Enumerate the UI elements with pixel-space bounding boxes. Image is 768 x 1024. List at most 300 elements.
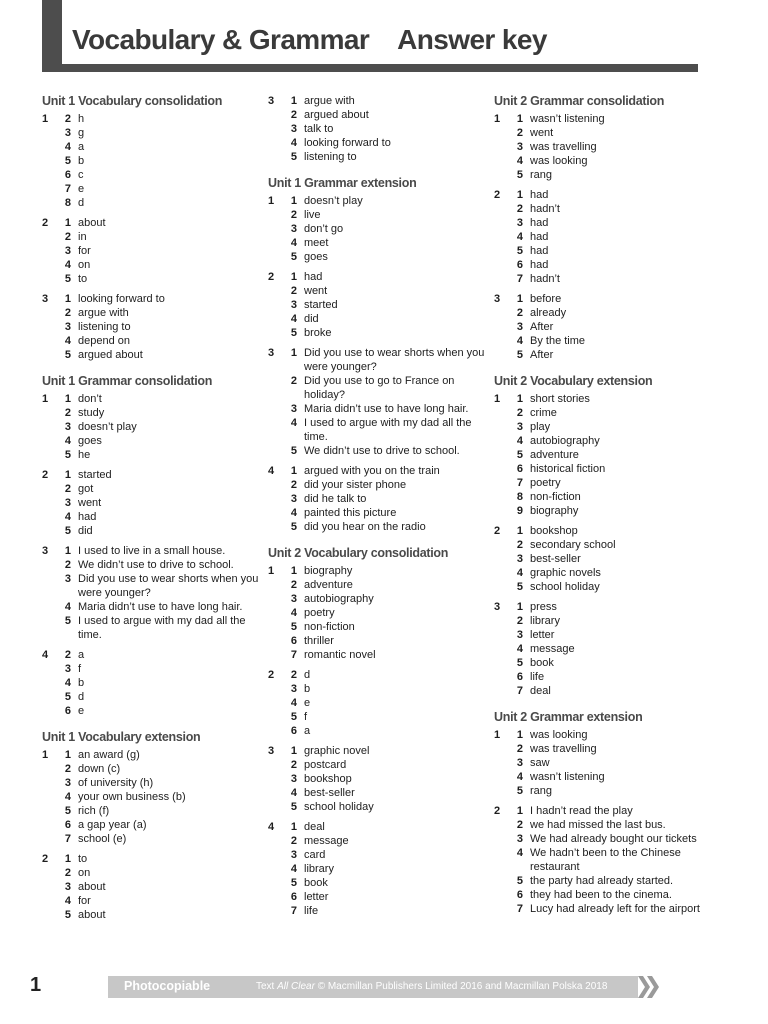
item-number: 4 [290, 697, 297, 709]
item-number: 2 [516, 539, 523, 551]
exercise-number [494, 538, 508, 552]
answer-row [494, 524, 714, 538]
item-number: 6 [516, 259, 523, 271]
exercise [268, 464, 488, 534]
exercise-number [268, 222, 282, 236]
answer-row [494, 846, 714, 874]
exercise-number: 2 [494, 525, 501, 537]
answer-row [494, 244, 714, 258]
item-number: 4 [290, 137, 297, 149]
answer-row [42, 306, 262, 320]
item-number: 5 [64, 349, 71, 361]
answer-row [42, 496, 262, 510]
answer-text: looking forward to [304, 137, 391, 149]
exercise-number [268, 444, 282, 458]
answer-text: study [78, 407, 105, 419]
exercise-number [268, 696, 282, 710]
exercise-number [42, 524, 56, 538]
exercise-number [494, 140, 508, 154]
answer-text: broke [304, 327, 332, 339]
item-number: 3 [290, 683, 297, 695]
exercise [494, 112, 714, 182]
exercise-number [494, 642, 508, 656]
item-number: 1 [516, 525, 523, 537]
item-number: 3 [64, 663, 71, 675]
item-number: 3 [64, 245, 71, 257]
exercise-number [42, 704, 56, 718]
exercise-number [268, 150, 282, 164]
item-number: 4 [516, 155, 523, 167]
exercise-number: 2 [268, 669, 275, 681]
exercise-number: 1 [494, 393, 501, 405]
answer-text: g [78, 127, 85, 139]
section-heading: Unit 1 Grammar consolidation [42, 374, 213, 388]
answer-row [42, 704, 262, 718]
exercise-number [268, 122, 282, 136]
item-number: 5 [516, 449, 523, 461]
answer-text: live [304, 209, 321, 221]
answer-row [268, 250, 488, 264]
answer-row [268, 374, 488, 402]
exercise-number [268, 800, 282, 814]
item-number: 3 [516, 421, 523, 433]
answer-text: don’t go [304, 223, 344, 235]
answer-row [42, 448, 262, 462]
exercise-number [42, 434, 56, 448]
answer-row [42, 126, 262, 140]
answer-row [42, 818, 262, 832]
answer-row [494, 112, 714, 126]
exercise-number [268, 374, 282, 402]
exercise [268, 346, 488, 458]
exercise-number [494, 126, 508, 140]
answer-row [268, 520, 488, 534]
answer-text: biography [530, 505, 579, 517]
exercise-number [268, 108, 282, 122]
answer-row [494, 154, 714, 168]
exercise [268, 564, 488, 662]
exercise-number: 4 [268, 465, 275, 477]
answer-row [42, 196, 262, 210]
section-heading: Unit 2 Vocabulary extension [494, 374, 653, 388]
exercise-number [268, 520, 282, 534]
answer-text: goes [304, 251, 328, 263]
exercise-number: 1 [42, 393, 49, 405]
item-number: 6 [290, 635, 297, 647]
answer-row [268, 222, 488, 236]
item-number: 3 [516, 757, 523, 769]
answer-row [494, 874, 714, 888]
credit-prefix: Text [256, 981, 278, 992]
exercise-number [42, 348, 56, 362]
exercise-number [494, 874, 508, 888]
answer-text: argued about [78, 349, 143, 361]
answer-text: started [78, 469, 112, 481]
answer-row [268, 444, 488, 458]
answer-text: card [304, 849, 326, 861]
answer-text: non-fiction [304, 621, 355, 633]
answer-row [268, 890, 488, 904]
answer-row [42, 182, 262, 196]
page-header [42, 0, 698, 72]
answer-row [268, 346, 488, 374]
item-number: 5 [516, 657, 523, 669]
answer-row [268, 236, 488, 250]
answer-row [42, 320, 262, 334]
exercise-number [494, 628, 508, 642]
exercise-number [494, 504, 508, 518]
item-number: 3 [64, 321, 71, 333]
answer-row [494, 504, 714, 518]
item-number: 1 [64, 545, 71, 557]
answer-text: of university (h) [78, 777, 154, 789]
exercise-number [494, 476, 508, 490]
exercise-number: 3 [42, 545, 49, 557]
exercise [494, 728, 714, 798]
answer-row [268, 270, 488, 284]
exercise-number [494, 306, 508, 320]
answer-text: e [304, 697, 311, 709]
answer-row [42, 434, 262, 448]
answer-text: on [78, 259, 91, 271]
answer-text: b [78, 155, 85, 167]
exercise-number: 3 [268, 95, 275, 107]
answer-text: adventure [530, 449, 579, 461]
exercise-number [42, 690, 56, 704]
exercise-number [268, 862, 282, 876]
title-main: Vocabulary & Grammar [72, 24, 370, 55]
answer-row [494, 476, 714, 490]
answer-row [494, 406, 714, 420]
answer-row [268, 710, 488, 724]
item-number: 2 [290, 759, 297, 771]
answer-text: argued with you on the train [304, 465, 440, 477]
answer-text: a [78, 649, 85, 661]
answer-row [42, 348, 262, 362]
column-3 [494, 94, 714, 928]
item-number: 5 [290, 801, 297, 813]
answer-row [268, 592, 488, 606]
answer-row [494, 272, 714, 286]
exercise-number [42, 140, 56, 154]
item-number: 4 [290, 237, 297, 249]
exercise [494, 524, 714, 594]
exercise-number: 3 [268, 745, 275, 757]
exercise-number: 1 [268, 565, 275, 577]
answer-row [494, 348, 714, 362]
exercise [42, 392, 262, 462]
answer-text: for [78, 895, 91, 907]
answer-text: message [530, 643, 575, 655]
item-number: 5 [64, 615, 71, 627]
answer-text: play [530, 421, 551, 433]
exercise-number [42, 496, 56, 510]
section-heading: Unit 2 Grammar consolidation [494, 94, 665, 108]
answer-text: graphic novel [304, 745, 370, 757]
answer-row [268, 326, 488, 340]
answer-text: don’t [78, 393, 102, 405]
exercise-number [42, 662, 56, 676]
answer-text: biography [304, 565, 353, 577]
exercise [42, 292, 262, 362]
item-number: 5 [64, 449, 71, 461]
answer-row [42, 406, 262, 420]
exercise-number [268, 136, 282, 150]
item-number: 4 [290, 507, 297, 519]
exercise-number [42, 818, 56, 832]
item-number: 3 [290, 593, 297, 605]
answer-row [268, 744, 488, 758]
exercise [268, 820, 488, 918]
exercise-number [494, 244, 508, 258]
answer-text: letter [530, 629, 555, 641]
exercise-number: 2 [268, 271, 275, 283]
exercise [494, 392, 714, 518]
answer-row [42, 804, 262, 818]
answer-row [42, 558, 262, 572]
answer-text: he [78, 449, 91, 461]
exercise-number [268, 208, 282, 222]
item-number: 3 [64, 777, 71, 789]
column-2 [268, 94, 488, 930]
answer-row [494, 628, 714, 642]
exercise-number: 3 [494, 601, 501, 613]
item-number: 4 [64, 601, 71, 613]
exercise-number: 4 [268, 821, 275, 833]
item-number: 1 [64, 853, 71, 865]
answer-text: best-seller [304, 787, 355, 799]
answer-text: was looking [530, 155, 588, 167]
item-number: 4 [516, 771, 523, 783]
answer-text: to [78, 273, 88, 285]
item-number: 5 [516, 581, 523, 593]
answer-row [494, 126, 714, 140]
answer-row [494, 306, 714, 320]
exercise-number: 1 [42, 113, 49, 125]
answer-text: Did you use to go to France on holiday? [304, 375, 455, 401]
answer-text: book [304, 877, 328, 889]
answer-text: goes [78, 435, 102, 447]
answer-row [268, 150, 488, 164]
answer-row [494, 420, 714, 434]
item-number: 6 [64, 705, 71, 717]
item-number: 2 [516, 203, 523, 215]
exercise-number [494, 462, 508, 476]
exercise-number [42, 790, 56, 804]
answer-row [494, 642, 714, 656]
answer-text: painted this picture [304, 507, 397, 519]
answer-text: had [304, 271, 323, 283]
header-rule [42, 64, 698, 72]
item-number: 4 [64, 335, 71, 347]
exercise-number [494, 670, 508, 684]
answer-text: crime [530, 407, 557, 419]
exercise-number [494, 448, 508, 462]
answer-row [494, 600, 714, 614]
answer-row [494, 292, 714, 306]
answer-text: Maria didn’t use to have long hair. [78, 601, 243, 613]
item-number: 7 [290, 649, 297, 661]
exercise-number [268, 478, 282, 492]
item-number: 1 [290, 195, 297, 207]
answer-text: We hadn’t been to the Chinese restaurant [530, 847, 681, 873]
credit-suffix: © Macmillan Publishers Limited 2016 and Macmillan Polska 2018 [314, 981, 608, 992]
item-number: 3 [516, 321, 523, 333]
item-number: 1 [290, 95, 297, 107]
item-number: 7 [290, 905, 297, 917]
title-sub: Answer key [397, 24, 547, 55]
answer-row [42, 648, 262, 662]
exercise-number [494, 552, 508, 566]
answer-row [42, 154, 262, 168]
exercise [494, 804, 714, 916]
answer-text: had [530, 231, 549, 243]
item-number: 4 [516, 567, 523, 579]
exercise-number [42, 196, 56, 210]
copyright-credit [256, 981, 607, 992]
answer-text: went [304, 285, 328, 297]
answer-text: d [78, 197, 85, 209]
exercise-number [268, 758, 282, 772]
answer-section [42, 94, 262, 362]
exercise-number [268, 620, 282, 634]
answer-row [494, 566, 714, 580]
exercise-number [268, 876, 282, 890]
answer-text: rang [530, 169, 553, 181]
answer-row [268, 648, 488, 662]
answer-row [494, 448, 714, 462]
answer-row [268, 904, 488, 918]
item-number: 2 [64, 407, 71, 419]
answer-row [42, 292, 262, 306]
answer-text: argue with [78, 307, 129, 319]
item-number: 2 [290, 835, 297, 847]
answer-text: d [304, 669, 311, 681]
answer-row [494, 888, 714, 902]
item-number: 2 [516, 407, 523, 419]
answer-text: poetry [304, 607, 335, 619]
item-number: 1 [64, 749, 71, 761]
item-number: 5 [290, 621, 297, 633]
answer-text: school (e) [78, 833, 127, 845]
section-heading: Unit 2 Vocabulary consolidation [268, 546, 449, 560]
exercise-number [42, 272, 56, 286]
exercise-number [42, 776, 56, 790]
answer-row [268, 834, 488, 848]
exercise-number [268, 724, 282, 738]
exercise-number [268, 416, 282, 444]
answer-text: looking forward to [78, 293, 165, 305]
item-number: 5 [64, 525, 71, 537]
exercise-number [494, 490, 508, 504]
item-number: 3 [516, 217, 523, 229]
answer-row [268, 312, 488, 326]
exercise-number [494, 216, 508, 230]
answer-row [494, 684, 714, 698]
exercise-number [42, 600, 56, 614]
exercise-number [42, 334, 56, 348]
answer-text: press [530, 601, 557, 613]
item-number: 3 [290, 773, 297, 785]
answer-section [494, 374, 714, 698]
answer-text: life [304, 905, 319, 917]
answer-row [494, 168, 714, 182]
answer-text: I used to argue with my dad all the time. [78, 615, 246, 641]
answer-row [42, 140, 262, 154]
item-number: 3 [64, 127, 71, 139]
answer-text: deal [530, 685, 551, 697]
item-number: 3 [64, 421, 71, 433]
answer-row [268, 634, 488, 648]
exercise-number [268, 786, 282, 800]
answer-row [42, 762, 262, 776]
item-number: 2 [516, 127, 523, 139]
exercise-number [268, 236, 282, 250]
answer-text: hadn’t [530, 203, 560, 215]
item-number: 3 [516, 553, 523, 565]
exercise-number [494, 320, 508, 334]
item-number: 6 [290, 725, 297, 737]
item-number: 5 [516, 169, 523, 181]
answer-text: secondary school [530, 539, 616, 551]
answer-text: b [78, 677, 85, 689]
item-number: 5 [290, 151, 297, 163]
answer-text: had [530, 217, 549, 229]
answer-text: saw [530, 757, 550, 769]
item-number: 2 [290, 209, 297, 221]
column-1 [42, 94, 262, 934]
answer-row [42, 866, 262, 880]
answer-row [42, 244, 262, 258]
exercise-number [494, 756, 508, 770]
answer-row [42, 690, 262, 704]
item-number: 4 [64, 259, 71, 271]
answer-row [42, 510, 262, 524]
answer-text: doesn’t play [304, 195, 363, 207]
item-number: 1 [516, 805, 523, 817]
answer-text: had [530, 245, 549, 257]
answer-text: was looking [530, 729, 588, 741]
exercise-number: 2 [494, 805, 501, 817]
page-title [72, 24, 547, 56]
answer-row [42, 168, 262, 182]
chevron-right-icon [638, 976, 660, 998]
answer-row [494, 140, 714, 154]
exercise-number [42, 572, 56, 600]
answer-text: we had missed the last bus. [530, 819, 666, 831]
answer-row [42, 908, 262, 922]
item-number: 4 [516, 435, 523, 447]
exercise-number: 3 [42, 293, 49, 305]
footer-bar [108, 976, 638, 998]
answer-row [268, 800, 488, 814]
exercise-number: 3 [268, 347, 275, 359]
item-number: 7 [64, 833, 71, 845]
answer-row [42, 832, 262, 846]
answer-row [42, 662, 262, 676]
answer-row [268, 758, 488, 772]
answer-text: I used to live in a small house. [78, 545, 226, 557]
answer-section [494, 710, 714, 916]
exercise-number [42, 894, 56, 908]
exercise-number [494, 230, 508, 244]
answer-text: did you hear on the radio [304, 521, 426, 533]
exercise-number [268, 506, 282, 520]
answer-row [268, 208, 488, 222]
item-number: 1 [290, 271, 297, 283]
exercise-number [268, 298, 282, 312]
answer-row [494, 818, 714, 832]
